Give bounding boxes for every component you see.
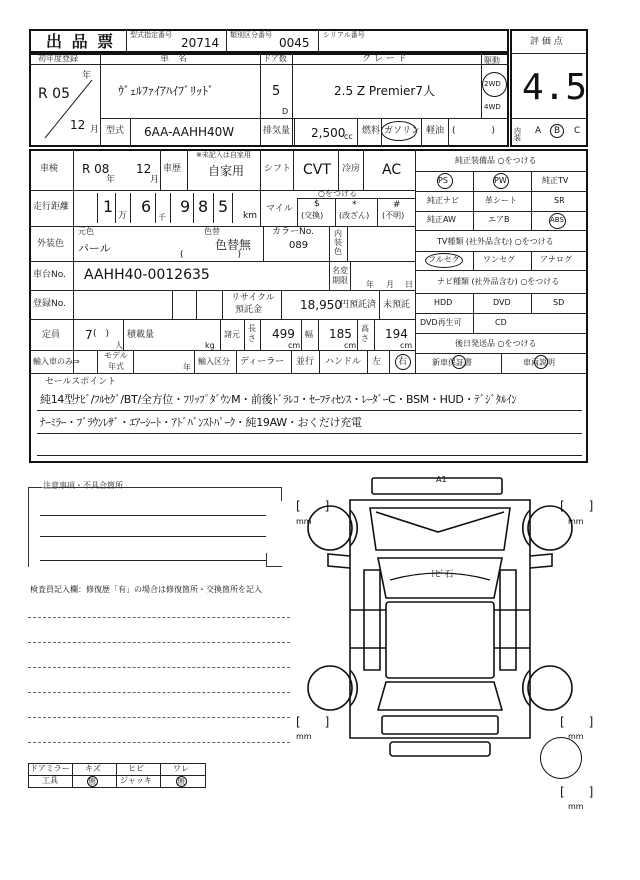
mileage-sen: 千 <box>158 213 166 222</box>
car-diagram <box>290 470 590 770</box>
caution-label: 注意事項・不具合箇所 <box>43 481 123 490</box>
height-label: 高さ <box>361 324 369 343</box>
mile-label: マイル <box>266 204 293 214</box>
mm-rear-right: mm <box>568 732 584 741</box>
tv-oneseg: ワンセグ <box>483 255 515 264</box>
type-cert-value: 20714 <box>181 36 220 50</box>
manual-circle <box>452 355 466 369</box>
tv-fullseg: フルセグ <box>428 255 460 264</box>
model-year-label-1: モデル <box>104 351 128 360</box>
unknown-symbol: # <box>393 200 401 210</box>
tools-header-scratch: キズ <box>85 764 101 773</box>
displacement-value: 2,500 <box>311 126 346 140</box>
model-year-label-2: 年式 <box>108 362 124 371</box>
inspector-label: 検査員記入欄：修復歴「有」の場合は修復箇所・交換箇所を記入 <box>30 585 262 594</box>
capacity-label: 定員 <box>42 330 61 340</box>
first-reg-label: 初年度登録 <box>38 54 78 63</box>
model-label: 型式 <box>106 126 125 136</box>
bracket-spare: [ ] <box>560 785 594 799</box>
color-change-value: 色替無 <box>215 238 252 252</box>
handle-right: 右 <box>398 357 408 367</box>
drive-4wd: 4WD <box>484 103 501 111</box>
bracket-rear-left: [ ] <box>296 715 330 729</box>
exchange-symbol: $ <box>314 199 320 209</box>
deadline-month: 月 <box>386 280 394 289</box>
import-year-unit: 年 <box>183 363 191 372</box>
inspection-value: R 08 <box>82 162 110 176</box>
car-name-label: 車 名 <box>160 54 188 64</box>
handle-left: 左 <box>372 357 382 367</box>
history-label: 車歴 <box>163 164 182 174</box>
dvd-play-label: DVD再生可 <box>420 318 462 327</box>
recycle-unpaid: 未預託 <box>383 300 411 310</box>
color-no-label: カラーNo. <box>272 227 314 237</box>
tamper-label: (改ざん) <box>339 211 370 220</box>
history-note: ※未記入は自家用 <box>196 151 251 159</box>
spec-label: 諸元 <box>224 330 240 339</box>
drive-2wd: 2WD <box>484 80 501 88</box>
inspection-year-unit: 年 <box>106 175 116 185</box>
interior-c: C <box>574 126 581 136</box>
tools-header-break: ワレ <box>173 764 189 773</box>
equip-aw: 純正AW <box>427 215 456 224</box>
sales-line-1: 純14型ﾅﾋﾞ/ﾌﾙｾｸﾞ/BT/全方位・ﾌﾘｯﾌﾟﾀﾞｳﾝM・前後ﾄﾞﾗﾚｺ・ｾｰﾌﾃｨｾﾝｽ・ﾚｰﾀﾞｰC・BSM・HUD・ﾃﾞｼﾞﾀﾙｲﾝ <box>40 393 517 406</box>
page-title: 出 品 票 <box>46 32 116 51</box>
tools-header-mirror: ドアミラー <box>30 764 70 773</box>
doors-label: ドア数 <box>263 54 287 63</box>
type-cert-label: 型式指定番号 <box>130 31 172 39</box>
first-reg-year-unit: 年 <box>82 71 92 81</box>
registration-label: 登録No. <box>33 299 66 309</box>
mm-spare: mm <box>568 802 584 811</box>
car-name-value: ｳﾞｪﾙﾌｧｲｱﾊｲﾌﾞﾘｯﾄﾞ <box>118 84 215 98</box>
equip-tv: 純正TV <box>542 176 569 185</box>
first-reg-month-unit: 月 <box>90 125 100 135</box>
equip-airbag: エアB <box>488 215 510 224</box>
caution-bracket <box>28 487 282 567</box>
inspection-month: 12 <box>136 162 152 176</box>
first-reg-month: 12 <box>70 118 86 132</box>
title-deadline-label: 名変期限 <box>332 266 348 285</box>
tools-header-crack: ヒビ <box>128 764 144 773</box>
interior-b: B <box>554 126 561 136</box>
equip-abs: ABS <box>550 216 564 224</box>
grade-value: 2.5 Z Premier7人 <box>334 84 435 98</box>
equipment-label: 純正装備品 ○をつける <box>455 156 537 165</box>
ac-value: AC <box>382 162 402 178</box>
mileage-digit-4: 8 <box>198 197 209 216</box>
later-label: 後日発送品 ○をつける <box>455 339 537 348</box>
tv-type-label: TV種類 (社外品含む) ○をつける <box>437 237 554 246</box>
interior-color-label: 内装色 <box>334 229 342 256</box>
width-value: 185 <box>329 327 352 341</box>
import-dealer: ディーラー <box>240 357 285 367</box>
interior-a: A <box>535 126 542 136</box>
spare-tire <box>540 737 582 779</box>
import-parallel: 並行 <box>296 357 315 367</box>
later-booklet: 車両説明 <box>523 358 555 367</box>
score-value: 4.5 <box>522 67 588 108</box>
length-label: 長さ <box>248 324 256 343</box>
score-label: 評 価 点 <box>530 37 563 47</box>
equip-ps: PS <box>438 176 448 185</box>
history-value: 自家用 <box>208 164 245 178</box>
color-label: 外装色 <box>37 239 65 249</box>
class-label: 類別区分番号 <box>230 31 272 39</box>
mm-rear-left: mm <box>296 732 312 741</box>
chassis-value: AAHH40-0012635 <box>84 267 210 283</box>
tools-tools-value: 無 <box>88 777 96 786</box>
navi-hdd: HDD <box>434 298 453 307</box>
inspection-label: 車検 <box>40 164 59 174</box>
doors-suffix: D <box>282 107 289 116</box>
fuel-other: ( ) <box>452 126 496 136</box>
orig-color-label: 元色 <box>78 227 94 236</box>
unknown-label: (不明) <box>382 211 405 220</box>
mm-front-right: mm <box>568 517 584 526</box>
tv-analog: アナログ <box>540 255 572 264</box>
inspection-month-unit: 月 <box>150 175 160 185</box>
chassis-label: 車台No. <box>33 270 66 280</box>
height-value: 194 <box>385 327 408 341</box>
bracket-front-right: [ ] <box>560 499 594 513</box>
recycle-label-2: 預託金 <box>235 305 263 315</box>
light-oil-label: 軽油 <box>426 126 445 136</box>
capacity-unit: 人 <box>115 341 123 350</box>
navi-sd: SD <box>553 298 565 307</box>
equip-leather: 革シート <box>485 196 517 205</box>
model-value: 6AA-AAHH40W <box>144 125 235 139</box>
equip-pw: PW <box>494 176 507 185</box>
deadline-year: 年 <box>366 280 374 289</box>
recycle-label-1: リサイクル <box>231 293 275 303</box>
diagram-top-label: A1 <box>436 475 447 484</box>
mileage-digit-2: 6 <box>141 197 152 216</box>
sales-line-2: ﾅｰﾐﾗｰ・ﾌﾞﾗｳﾝﾚｻﾞ・ｴｱｰｼｰﾄ・ｱﾄﾞﾊﾞﾝｽﾄﾊﾟｰｸ・純19AW・おくだけ充電 <box>40 416 362 429</box>
height-unit: cm <box>400 341 413 350</box>
tools-jack-value: 無 <box>177 777 185 786</box>
load-unit: kg <box>205 341 215 350</box>
capacity-paren: ( ) <box>93 329 110 339</box>
color-no-value: 089 <box>289 240 309 251</box>
orig-color-value: パール <box>78 242 111 255</box>
mileage-digit-1: 1 <box>103 197 114 216</box>
windshield-label: ﾄﾋﾞ石 <box>431 570 454 580</box>
handle-label: ハンドル <box>325 357 362 367</box>
tools-jack-label: ジャッキ <box>120 776 152 785</box>
color-change-label: 色替 <box>204 227 220 236</box>
capacity-value: 7 <box>85 328 93 342</box>
mileage-label: 走行距離 <box>33 202 70 212</box>
length-unit: cm <box>288 341 301 350</box>
displacement-label: 排気量 <box>263 126 291 136</box>
booklet-circle <box>534 355 548 369</box>
import-label: 輸入車のみ⇒ <box>33 357 80 366</box>
circle-note: ○をつける <box>318 189 357 198</box>
mileage-unit: km <box>243 211 257 221</box>
bracket-front-left: [ ] <box>296 499 330 513</box>
class-value: 0045 <box>279 36 310 50</box>
first-reg-era-year: R 05 <box>38 86 70 102</box>
mileage-man: 万 <box>118 211 128 221</box>
ac-label: 冷房 <box>342 164 361 174</box>
bracket-rear-right: [ ] <box>560 715 594 729</box>
sales-label: セールスポイント <box>45 377 117 387</box>
tamper-symbol: * <box>352 200 357 210</box>
recycle-unit: 円預託済 <box>340 300 377 310</box>
deadline-day: 日 <box>405 280 413 289</box>
mileage-digit-5: 5 <box>218 197 229 216</box>
width-label: 幅 <box>305 330 313 339</box>
import-class-label: 輸入区分 <box>198 357 230 366</box>
tools-tools-label: 工具 <box>42 776 58 785</box>
width-unit: cm <box>344 341 357 350</box>
serial-label: シリアル番号 <box>323 31 365 39</box>
exchange-label: (交換) <box>301 211 324 220</box>
shift-value: CVT <box>303 162 331 178</box>
load-label: 積載量 <box>127 330 155 340</box>
later-manual: 新車保証書 <box>432 358 472 367</box>
displacement-unit: cc <box>344 132 353 141</box>
color-paren: ( ) <box>180 250 242 260</box>
fuel-label: 燃料 <box>362 126 381 136</box>
drive-label: 駆動 <box>484 56 500 65</box>
interior-label: 内装 <box>514 127 521 142</box>
equip-sr: SR <box>554 196 565 205</box>
fuel-value: ガソリン <box>384 126 421 136</box>
recycle-value: 18,950 <box>300 298 342 312</box>
grade-label: グ レ ー ド <box>362 54 407 64</box>
dvd-cd: CD <box>495 318 507 327</box>
doors-value: 5 <box>272 84 281 99</box>
navi-dvd: DVD <box>493 298 511 307</box>
mileage-digit-3: 9 <box>180 197 191 216</box>
shift-label: シフト <box>264 164 292 174</box>
mm-front-left: mm <box>296 517 312 526</box>
length-value: 499 <box>272 327 295 341</box>
equip-navi: 純正ナビ <box>427 196 459 205</box>
navi-type-label: ナビ種類 (社外品含む) ○をつける <box>437 277 560 286</box>
